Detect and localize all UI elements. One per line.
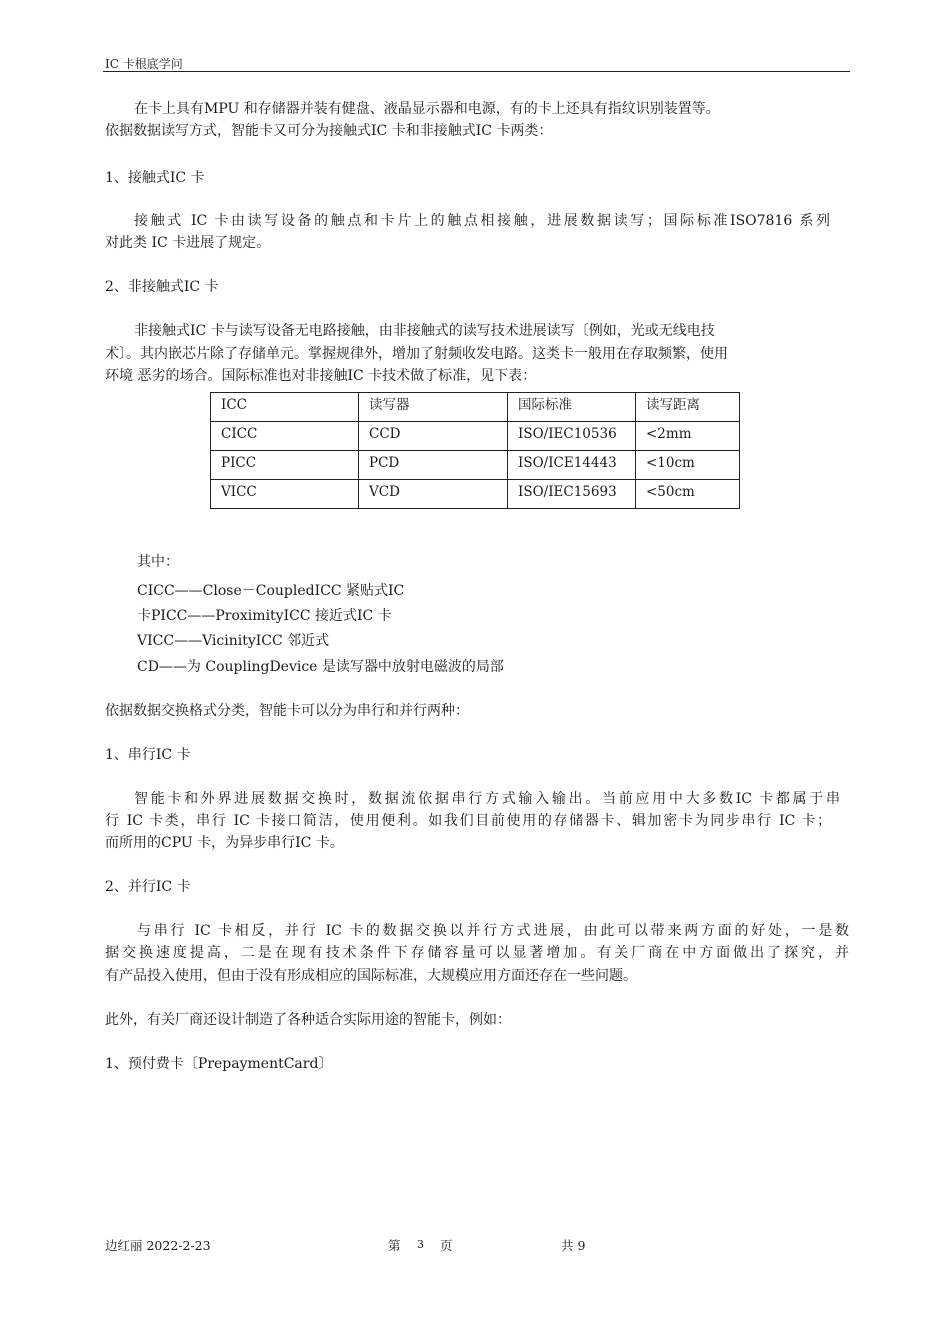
paragraph-line: 据交换速度提高，二是在现有技术条件下存储容量可以显著增加。有关厂商在中方面做出了探究，并 (105, 945, 849, 961)
section-heading-prepay: 1、预付费卡〔PrepaymentCard〕 (105, 1056, 333, 1072)
footer-author-date: 边红丽 2022-2-23 (105, 1238, 211, 1253)
table-cell: ISO/IEC10536 (508, 422, 636, 451)
standards-table (210, 392, 740, 509)
table-header-cell: ICC (211, 393, 359, 422)
table-cell: PCD (359, 451, 508, 480)
table-cell: <10cm (636, 451, 740, 480)
note-line: CD——为 CouplingDevice 是读写器中放射电磁波的局部 (137, 659, 504, 675)
paragraph-line: 依据数据交换格式分类，智能卡可以分为串行和并行两种： (105, 703, 469, 719)
table-cell: <2mm (636, 422, 740, 451)
paragraph-line: 术〕。其内嵌芯片除了存储单元。掌握规律外，增加了射频收发电路。这类卡一般用在存取频繁，使用 (105, 346, 728, 362)
table-header-cell: 读写器 (359, 393, 508, 422)
table-header-cell: 读写距离 (636, 393, 740, 422)
note-line: 卡PICC——ProximityICC 接近式IC 卡 (137, 608, 392, 624)
table-cell: CCD (359, 422, 508, 451)
paragraph-line: 依据数据读写方式，智能卡又可分为接触式IC 卡和非接触式IC 卡两类： (105, 123, 553, 139)
table-row (211, 422, 740, 451)
table-cell: PICC (211, 451, 359, 480)
note-line: CICC——Close－CoupledICC 紧贴式IC (137, 583, 405, 599)
section-heading-parallel: 2、并行IC 卡 (105, 879, 191, 895)
paragraph-line: 智能卡和外界进展数据交换时，数据流依据串行方式输入输出。当前应用中大多数IC 卡都属于串 (134, 791, 840, 807)
table-row (211, 451, 740, 480)
section-heading-serial: 1、串行IC 卡 (105, 747, 191, 763)
table-cell: <50cm (636, 480, 740, 509)
footer-page-suffix: 页 (440, 1238, 453, 1253)
table-header-row (211, 393, 740, 422)
header-rule (103, 71, 850, 72)
table-cell: CICC (211, 422, 359, 451)
table-row (211, 480, 740, 509)
paragraph-line: 与串行 IC 卡相反，并行 IC 卡的数据交换以并行方式进展，由此可以带来两方面的好处，一是数 (137, 923, 849, 939)
footer-page-prefix: 第 (388, 1238, 401, 1253)
section-heading-contact: 1、接触式IC 卡 (105, 170, 205, 186)
paragraph-line: 对此类 IC 卡进展了规定。 (105, 235, 271, 251)
paragraph-line: 非接触式IC 卡与读写设备无电路接触，由非接触式的读写技术进展读写〔例如，光或无线电技 (134, 323, 715, 339)
footer-total-pages: 共 9 (561, 1238, 586, 1253)
footer-page-number: 3 (417, 1238, 424, 1251)
table-cell: VCD (359, 480, 508, 509)
paragraph-line: 接触式 IC 卡由读写设备的触点和卡片上的触点相接触，进展数据读写；国际标准ISO7816 系列 (134, 213, 830, 229)
paragraph-line: 此外，有关厂商还设计制造了各种适合实际用途的智能卡，例如： (105, 1012, 511, 1028)
paragraph-line: 环境 恶劣的场合。国际标准也对非接触IC 卡技术做了标准，见下表： (105, 368, 537, 384)
paragraph-line: 行 IC 卡类，串行 IC 卡接口简洁，使用便利。如我们目前使用的存储器卡、辑加密卡为同步串行 IC 卡； (105, 813, 831, 829)
table-cell: ISO/ICE14443 (508, 451, 636, 480)
running-header: IC 卡根底学问 (105, 57, 183, 71)
table-header-cell: 国际标准 (508, 393, 636, 422)
table-cell: ISO/IEC15693 (508, 480, 636, 509)
notes-title: 其中： (137, 554, 179, 570)
paragraph-line: 而所用的CPU 卡，为异步串行IC 卡。 (105, 835, 344, 851)
paragraph-line: 在卡上具有MPU 和存储器并装有健盘、液晶显示器和电源，有的卡上还具有指纹识别装置等。 (134, 101, 720, 117)
note-line: VICC——VicinityICC 邻近式 (137, 633, 330, 649)
paragraph-line: 有产品投入使用，但由于没有形成相应的国际标准，大规模应用方面还存在一些问题。 (105, 968, 637, 984)
table-cell: VICC (211, 480, 359, 509)
section-heading-contactless: 2、非接触式IC 卡 (105, 279, 219, 295)
